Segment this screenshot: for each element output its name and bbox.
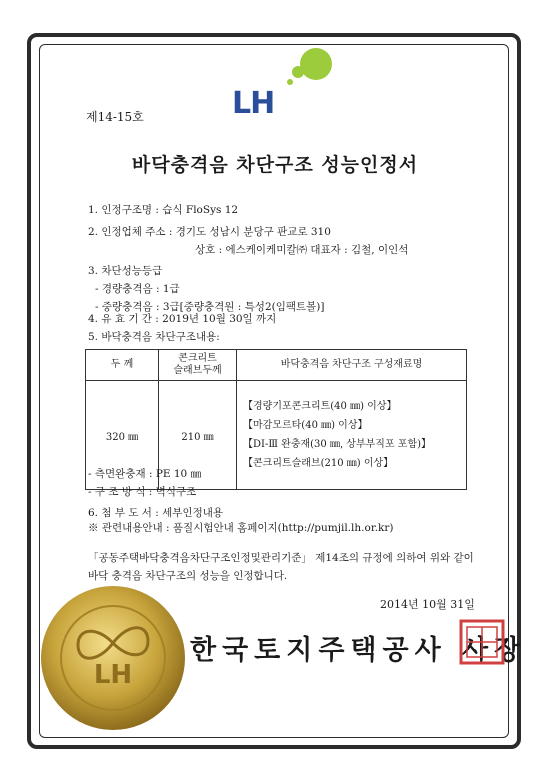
item-company-address: 2. 인정업체 주소 : 경기도 성남시 분당구 판교로 310 bbox=[88, 226, 331, 238]
item-structure-content: 5. 바닥충격음 차단구조내용: bbox=[88, 331, 220, 343]
document-number: 제14-15호 bbox=[86, 110, 144, 124]
item-side-buffer: - 측면완충재 : PE 10 ㎜ bbox=[88, 468, 202, 480]
material-3: 【DI-Ⅲ 완충재(30 ㎜, 상부부직포 포함)】 bbox=[243, 439, 432, 450]
item-company-name: 상호 : 에스케이케미칼㈜ 대표자 : 김철, 이인석 bbox=[195, 244, 409, 256]
item-attachment: 6. 첨 부 도 서 : 세부인정내용 bbox=[88, 507, 224, 519]
gold-seal-icon bbox=[38, 583, 188, 733]
item-light-impact: - 경량충격음 : 1급 bbox=[95, 283, 180, 295]
item-heavy-impact: - 중량충격음 : 3급[중량충격원 : 특성2(임팩트볼)] bbox=[95, 301, 325, 313]
issue-date: 2014년 10월 31일 bbox=[380, 598, 475, 611]
item-performance-grade: 3. 차단성능등급 bbox=[88, 265, 163, 277]
svg-text:LH: LH bbox=[93, 660, 133, 690]
header-thickness: 두 께 bbox=[86, 350, 159, 381]
item-notice: ※ 관련내용안내 : 품질시험안내 홈페이지(http://pumjil.lh.or.kr) bbox=[88, 522, 394, 534]
item-structure-name: 1. 인정구조명 : 습식 FloSys 12 bbox=[88, 204, 239, 216]
document-title: 바닥충격음 차단구조 성능인정서 bbox=[131, 154, 419, 176]
cell-thickness: 320 ㎜ bbox=[86, 381, 159, 490]
header-slab-thickness: 콘크리트 슬래브두께 bbox=[159, 350, 237, 381]
material-1: 【경량기포콘크리트(40 ㎜) 이상】 bbox=[243, 401, 397, 412]
item-structure-method: - 구 조 방 식 : 벽식구조 bbox=[88, 486, 197, 498]
cell-materials bbox=[237, 381, 467, 490]
lh-logo: LH bbox=[232, 86, 275, 121]
declaration-text: 「공동주택바닥충격음차단구조인정및관리기준」 제14조의 규정에 의하여 위와 같이 바닥 충격음 차단구조의 성능을 인정합니다. bbox=[88, 552, 474, 583]
cell-slab: 210 ㎜ bbox=[159, 381, 237, 490]
header-materials: 바닥충격음 차단구조 구성재료명 bbox=[237, 350, 467, 381]
material-2: 【마감모르타(40 ㎜) 이상】 bbox=[243, 420, 368, 431]
official-stamp-icon bbox=[458, 618, 506, 666]
item-validity: 4. 유 효 기 간 : 2019년 10월 30일 까지 bbox=[88, 313, 277, 325]
material-4: 【콘크리트슬래브(210 ㎜) 이상】 bbox=[243, 458, 394, 469]
issuer-name: 한국토지주택공사 사장 bbox=[190, 635, 527, 666]
